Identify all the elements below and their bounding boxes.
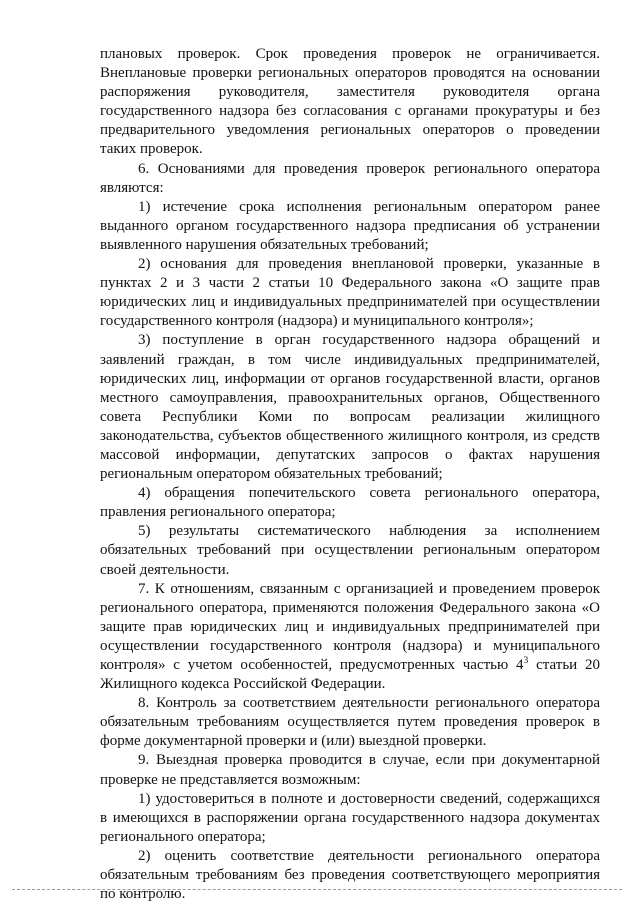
paragraph-9-item-2: 2) оценить соответствие деятельности регионального оператора обязательным требованиям без проведения соответствующего мероприятия по контролю. xyxy=(100,847,600,903)
paragraph-7-text: 7. К отношениям, связанным с организацией и проведением проверок регионального оператора, применяются положения Федерального закона «О защите прав юридических лиц и индивидуальных предпринимателей при осуществлении государственного контроля (надзора) и муниципального контроля» с учетом особенностей, предусмотренных частью 4 xyxy=(100,580,600,673)
paragraph-continuation: плановых проверок. Срок проведения проверок не ограничивается. Внеплановые проверки региональных операторов проводятся на основании распоряжения руководителя, заместителя руководителя органа государственного надзора без согласования с органами прокуратуры и без предварительного уведомления региональных операторов о проведении таких проверок. xyxy=(100,46,600,158)
paragraph-6-item-2: 2) основания для проведения внеплановой проверки, указанные в пунктах 2 и 3 части 2 статьи 10 Федерального закона «О защите прав юридических лиц и индивидуальных предпринимателей при осуществлении государственного контроля (надзора) и муниципального контроля»; xyxy=(100,256,600,330)
paragraph-9: 9. Выездная проверка проводится в случае, если при документарной проверке не представляется возможным: xyxy=(100,752,600,788)
paragraph-7-text-end: статьи 20 Жилищного кодекса Российской Федерации. xyxy=(100,657,600,693)
paragraph-6-item-5: 5) результаты систематического наблюдения за исполнением обязательных требований при осуществлении региональным оператором своей деятельности. xyxy=(100,523,600,578)
document-body xyxy=(100,45,600,904)
paragraph-9-item-1: 1) удостовериться в полноте и достоверности сведений, содержащихся в имеющихся в распоряжении органа государственного надзора документах регионального оператора; xyxy=(100,790,600,845)
superscript-3: 3 xyxy=(523,656,529,666)
paragraph-6-item-1: 1) истечение срока исполнения региональным оператором ранее выданного органом государственного надзора предписания об устранении выявленного нарушения обязательных требований; xyxy=(100,198,600,253)
paragraph-8: 8. Контроль за соответствием деятельности регионального оператора обязательным требованиям осуществляется путем проведения проверок в форме документарной проверки и (или) выездной проверки. xyxy=(100,695,600,750)
scan-bottom-edge xyxy=(12,889,622,890)
paragraph-6-item-3: 3) поступление в орган государственного надзора обращений и заявлений граждан, в том числе индивидуальных предпринимателей, юридических лиц, информации от органов государственной власти, органов местного самоуправления, правоохранительных органов, Общественного совета Республики Коми по вопросам реализации жилищного законодательства, субъектов общественного жилищного контроля, из средств массовой информации, депутатских запросов о фактах нарушения региональным оператором обязательных требований; xyxy=(100,332,600,483)
paragraph-6-heading: 6. Основаниями для проведения проверок регионального оператора являются: xyxy=(100,160,600,196)
paragraph-6-item-4: 4) обращения попечительского совета регионального оператора, правления регионального оператора; xyxy=(100,485,600,521)
paragraph-7 xyxy=(100,580,600,695)
